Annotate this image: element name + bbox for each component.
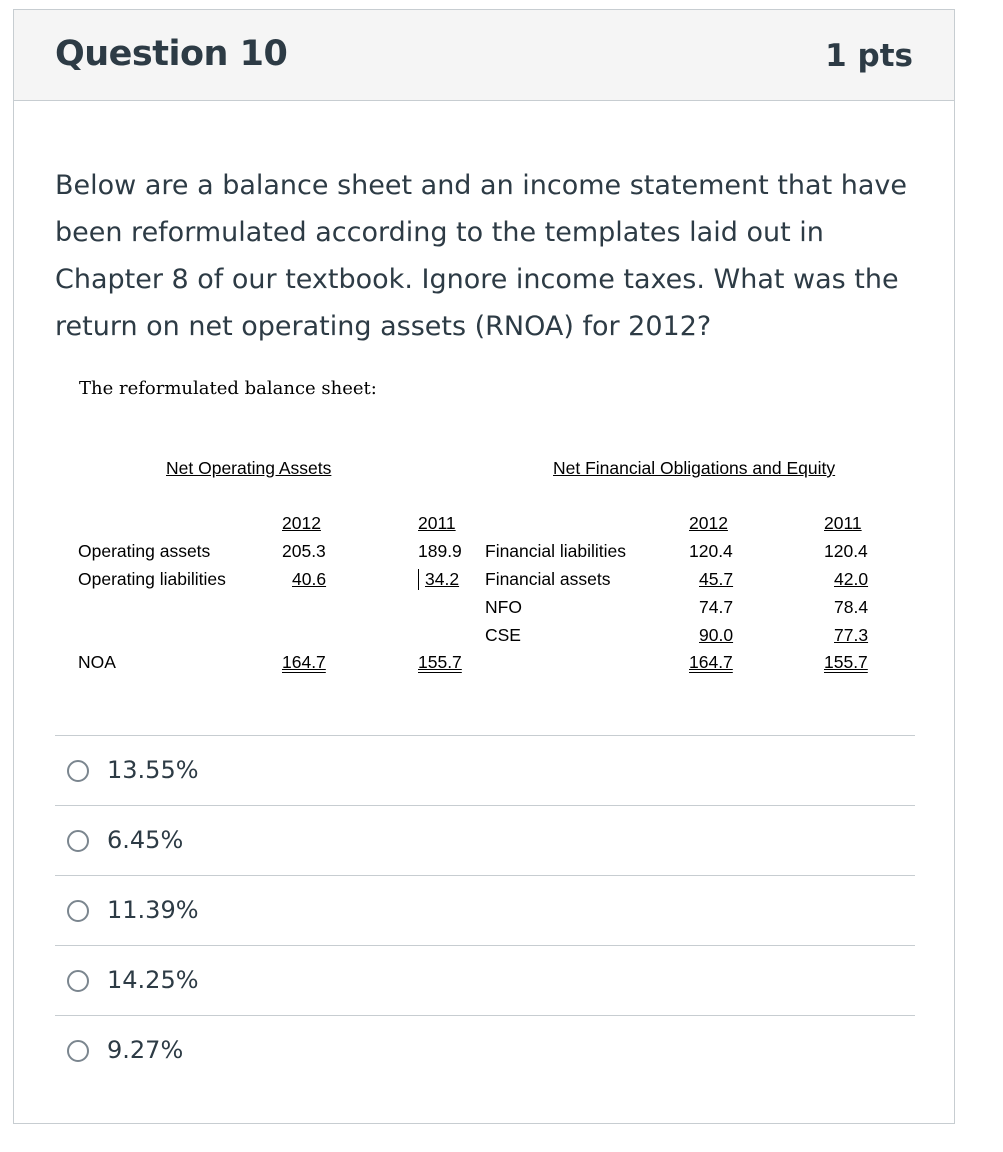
balance-sheet-caption: The reformulated balance sheet: bbox=[79, 378, 377, 399]
answer-list bbox=[55, 735, 915, 1085]
right-row-2011: 155.7 bbox=[824, 652, 868, 672]
right-row-2011: 120.4 bbox=[824, 541, 868, 561]
radio-button-icon[interactable] bbox=[67, 830, 89, 852]
left-row-label: Operating assets bbox=[78, 541, 211, 561]
right-row-2011: 42.0 bbox=[834, 569, 869, 589]
balance-sheet-image bbox=[14, 370, 954, 690]
answer-option[interactable] bbox=[55, 1015, 915, 1085]
answer-label[interactable]: 6.45% bbox=[107, 826, 184, 854]
question-card bbox=[13, 9, 955, 1124]
radio-button-icon[interactable] bbox=[67, 970, 89, 992]
noa-heading: Net Operating Assets bbox=[166, 458, 332, 478]
right-row-label: CSE bbox=[485, 625, 521, 645]
answer-option[interactable] bbox=[55, 805, 915, 875]
answer-label[interactable]: 13.55% bbox=[107, 756, 199, 784]
left-row-2011: 34.2 bbox=[418, 569, 459, 590]
radio-button-icon[interactable] bbox=[67, 900, 89, 922]
right-row-2011: 78.4 bbox=[834, 597, 869, 617]
answer-label[interactable]: 9.27% bbox=[107, 1036, 184, 1064]
answer-option[interactable] bbox=[55, 735, 915, 805]
question-title: Question 10 bbox=[55, 34, 288, 74]
right-row-2012: 164.7 bbox=[689, 652, 733, 672]
question-header bbox=[14, 10, 954, 101]
right-row-2011: 77.3 bbox=[834, 625, 869, 645]
left-row-2011: 155.7 bbox=[418, 652, 462, 672]
left-year-2011: 2011 bbox=[418, 513, 456, 533]
left-row-2012: 40.6 bbox=[292, 569, 327, 589]
answer-option[interactable] bbox=[55, 945, 915, 1015]
question-points: 1 pts bbox=[825, 38, 913, 74]
radio-button-icon[interactable] bbox=[67, 1040, 89, 1062]
answer-label[interactable]: 14.25% bbox=[107, 966, 199, 994]
left-row-label: NOA bbox=[78, 652, 116, 672]
left-row-2011: 189.9 bbox=[418, 541, 462, 561]
right-row-2012: 90.0 bbox=[699, 625, 734, 645]
left-row-label: Operating liabilities bbox=[78, 569, 226, 589]
answer-label[interactable]: 11.39% bbox=[107, 896, 199, 924]
right-year-2011: 2011 bbox=[824, 513, 862, 533]
right-row-label: Financial assets bbox=[485, 569, 611, 589]
radio-button-icon[interactable] bbox=[67, 760, 89, 782]
right-row-label: NFO bbox=[485, 597, 522, 617]
right-row-label: Financial liabilities bbox=[485, 541, 627, 561]
left-year-2012: 2012 bbox=[282, 513, 321, 533]
nfo-heading: Net Financial Obligations and Equity bbox=[553, 458, 836, 478]
question-text: Below are a balance sheet and an income statement that have been reformulated according to the templates laid out in Chapter 8 of our textbook. Ignore income taxes. What was the return on net operating assets (RNOA) for 2012? bbox=[55, 170, 907, 342]
answer-option[interactable] bbox=[55, 875, 915, 945]
right-year-2012: 2012 bbox=[689, 513, 728, 533]
right-row-2012: 120.4 bbox=[689, 541, 733, 561]
left-row-2012: 164.7 bbox=[282, 652, 326, 672]
left-row-2012: 205.3 bbox=[282, 541, 326, 561]
right-row-2012: 74.7 bbox=[699, 597, 734, 617]
right-row-2012: 45.7 bbox=[699, 569, 734, 589]
